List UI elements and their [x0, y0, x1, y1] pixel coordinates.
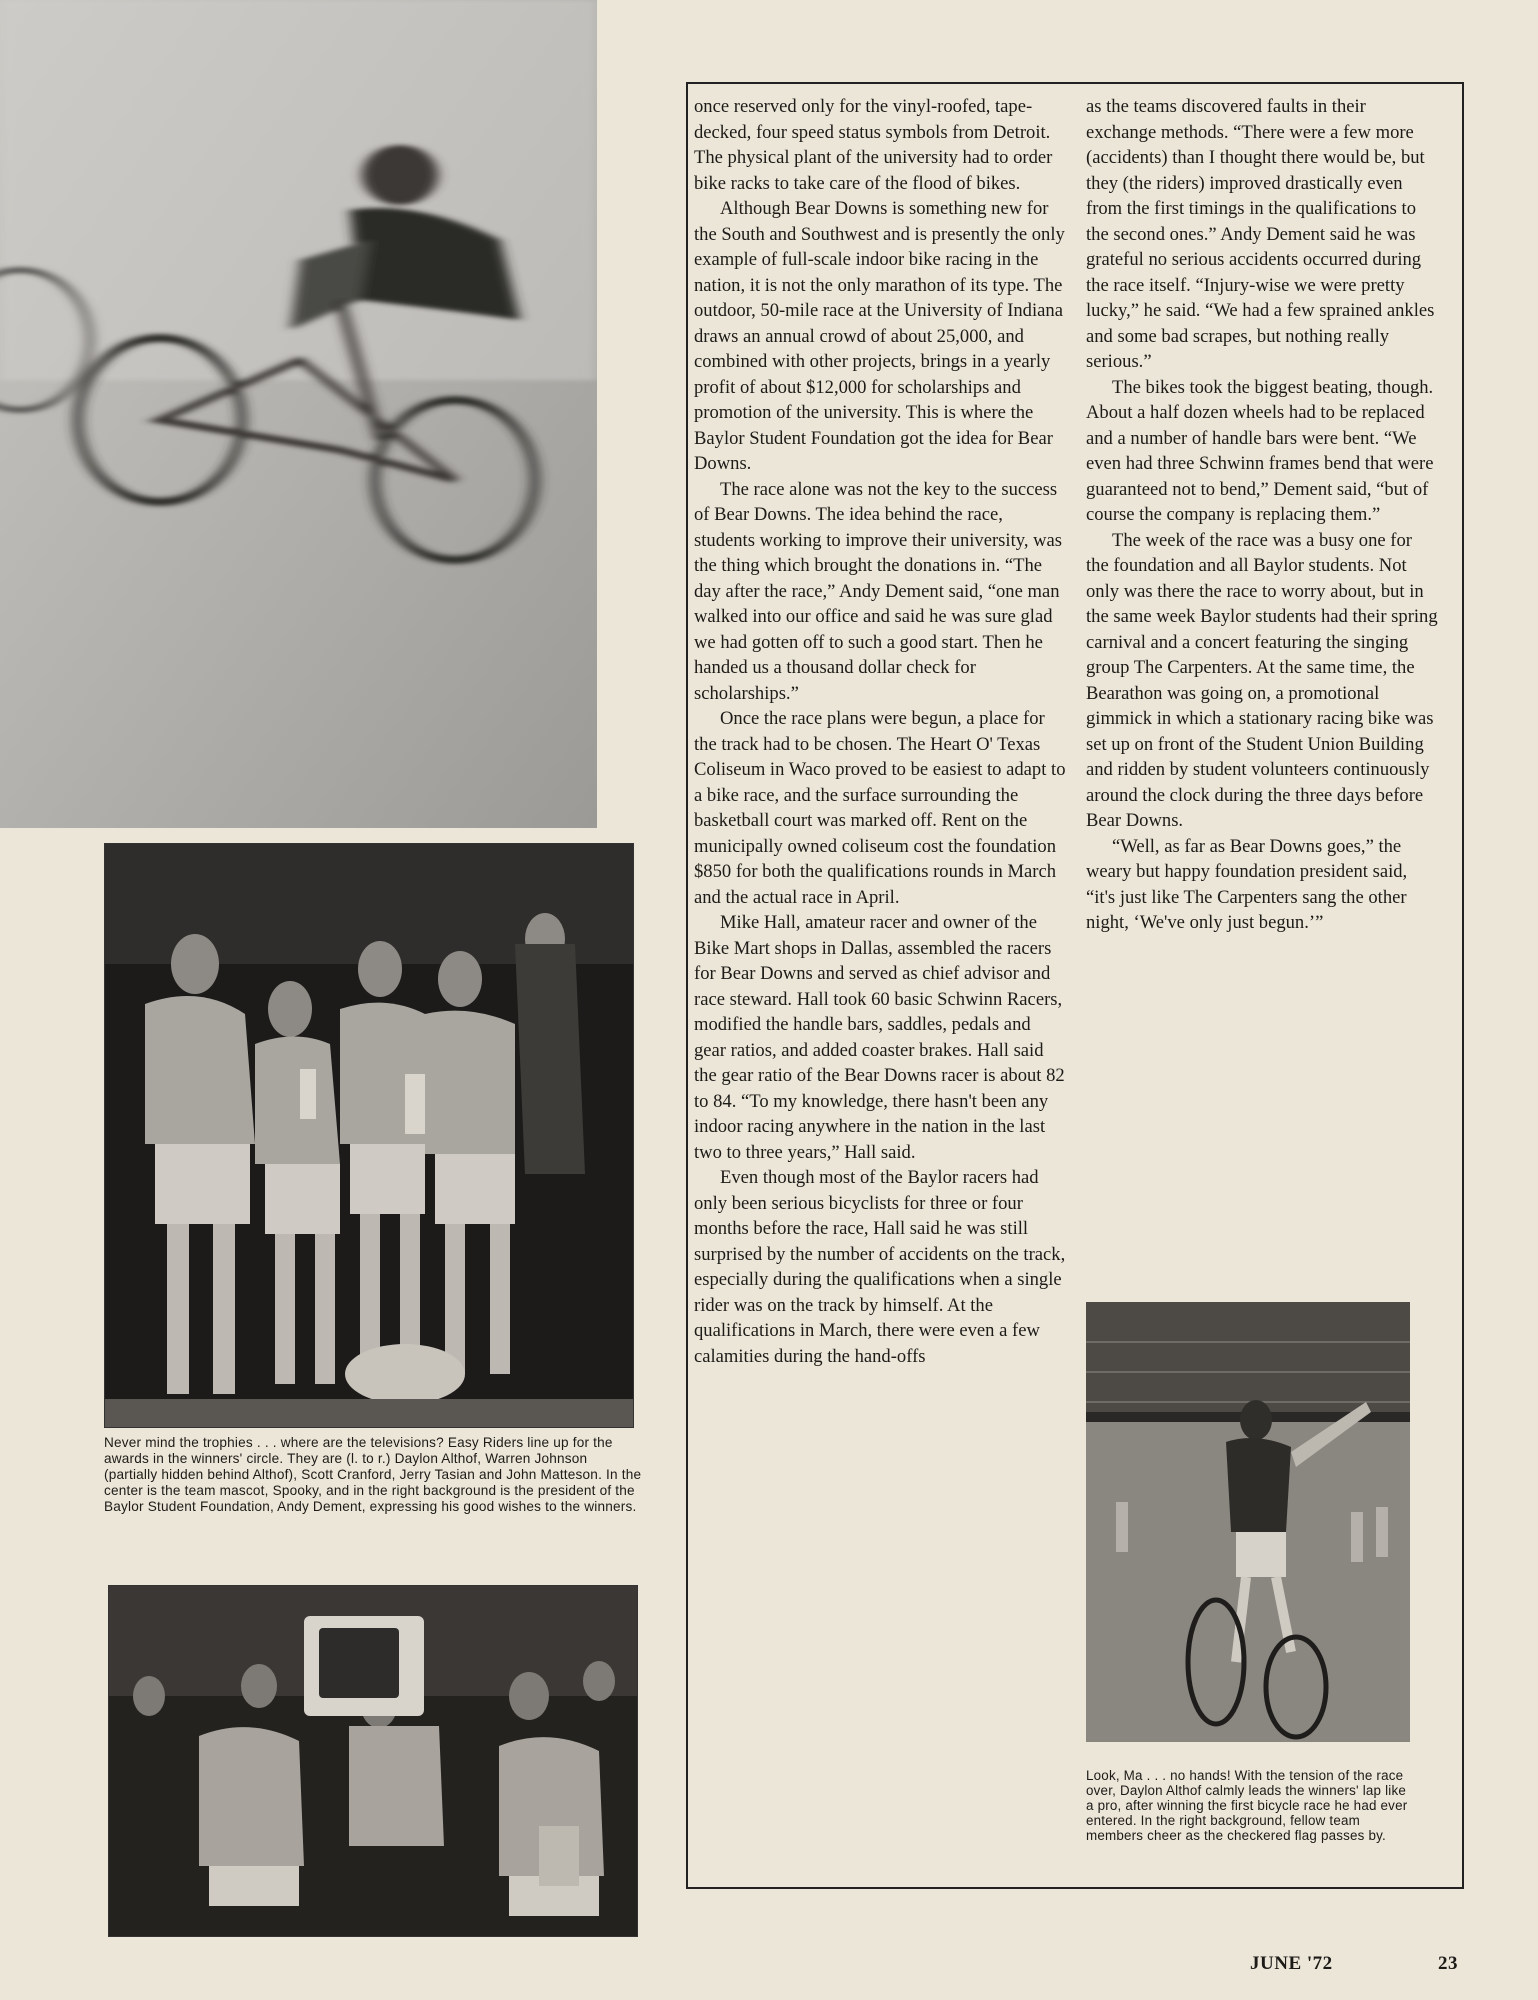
- photo-caption-no-hands: Look, Ma . . . no hands! With the tension of the race over, Daylon Althof calmly leads the winners' lap like a pro, after winning the first bicycle race he had ever entered. In the right background, fellow team members cheer as the checkered flag passes by.: [1086, 1768, 1408, 1843]
- television-award-photo: [108, 1585, 638, 1937]
- article-column-left: [694, 94, 1066, 1369]
- paragraph: Mike Hall, amateur racer and owner of the Bike Mart shops in Dallas, assembled the racers for Bear Downs and served as chief advisor and race steward. Hall took 60 basic Schwinn Racers, modified the handle bars, saddles, pedals and gear ratios, and added coaster brakes. Hall said the gear ratio of the Bear Downs racer is about 82 to 84. “To my knowledge, there hasn't been any indoor racing anywhere in the nation in the last two to three years,” Hall said.: [694, 912, 1065, 1163]
- article-column-right: [1086, 94, 1438, 936]
- paragraph: The race alone was not the key to the success of Bear Downs. The idea behind the race, students working to improve their university, was the thing which brought the donations in. “The day after the race,” Andy Dement said, “one man walked into our office and said he was sure glad we had gotten off to such a good start. Then he handed us a thousand dollar check for scholarships.”: [694, 478, 1063, 704]
- cyclist-blur-photo: [0, 0, 597, 828]
- paragraph: “Well, as far as Bear Downs goes,” the weary but happy foundation president said, “it's just like The Carpenters sang the other night, ‘We've only just begun.’”: [1086, 835, 1408, 933]
- paragraph: Even though most of the Baylor racers had only been serious bicyclists for three or four months before the race, Hall said he was still surprised by the number of accidents on the track, especially during the qualifications when a single rider was on the track by himself. At the qualifications in March, there were even a few calamities during the hand-offs: [694, 1167, 1066, 1367]
- paragraph: The week of the race was a busy one for the foundation and all Baylor students. Not only was there the race to worry about, but in the same week Baylor students had their spring carnival and a concert featuring the singing group The Carpenters. At the same time, the Bearathon was going on, a promotional gimmick in which a stationary racing bike was set up on front of the Student Union Building and ridden by student volunteers continuously around the clock during the three days before Bear Downs.: [1086, 529, 1438, 831]
- page-number: 23: [1438, 1953, 1458, 1974]
- paragraph: once reserved only for the vinyl-roofed, tape-decked, four speed status symbols from Detroit. The physical plant of the university had to order bike racks to take care of the flood of bikes.: [694, 96, 1053, 194]
- no-hands-rider-photo: [1086, 1302, 1410, 1742]
- paragraph: as the teams discovered faults in their exchange methods. “There were a few more (accidents) than I thought there would be, but they (the riders) improved drastically even from the first timings in the qualifications to the second ones.” Andy Dement said he was grateful no serious accidents occurred during the race itself. “Injury-wise we were pretty lucky,” he said. “We had a few sprained ankles and some bad scrapes, but nothing really serious.”: [1086, 96, 1435, 372]
- photo-caption-trophies: Never mind the trophies . . . where are the televisions? Easy Riders line up for the awards in the winners' circle. They are (l. to r.) Daylon Althof, Warren Johnson (partially hidden behind Althof), Scott Cranford, Jerry Tasian and John Matteson. In the center is the team mascot, Spooky, and in the right background is the president of the Baylor Student Foundation, Andy Dement, expressing his good wishes to the winners.: [104, 1435, 642, 1514]
- issue-date: JUNE '72: [1250, 1953, 1333, 1974]
- paragraph: Once the race plans were begun, a place for the track had to be chosen. The Heart O' Texas Coliseum in Waco proved to be easiest to adapt to a bike race, and the surface surrounding the basketball court was marked off. Rent on the municipally owned coliseum cost the foundation $850 for both the qualifications rounds in March and the actual race in April.: [694, 708, 1066, 908]
- paragraph: The bikes took the biggest beating, though. About a half dozen wheels had to be replaced and a number of handle bars were bent. “We even had three Schwinn frames bend that were guaranteed not to bend,” Dement said, “but of course the company is replacing them.”: [1086, 376, 1434, 525]
- paragraph: Although Bear Downs is something new for the South and Southwest and is presently the only example of full-scale indoor bike racing in the nation, it is not the only marathon of its type. The outdoor, 50-mile race at the University of Indiana draws an annual crowd of about 25,000, and combined with other projects, brings in a yearly profit of about $12,000 for scholarships and promotion of the university. This is where the Baylor Student Foundation got the idea for Bear Downs.: [694, 198, 1065, 474]
- article-text-box: [686, 82, 1464, 1889]
- team-trophies-photo: [104, 843, 634, 1428]
